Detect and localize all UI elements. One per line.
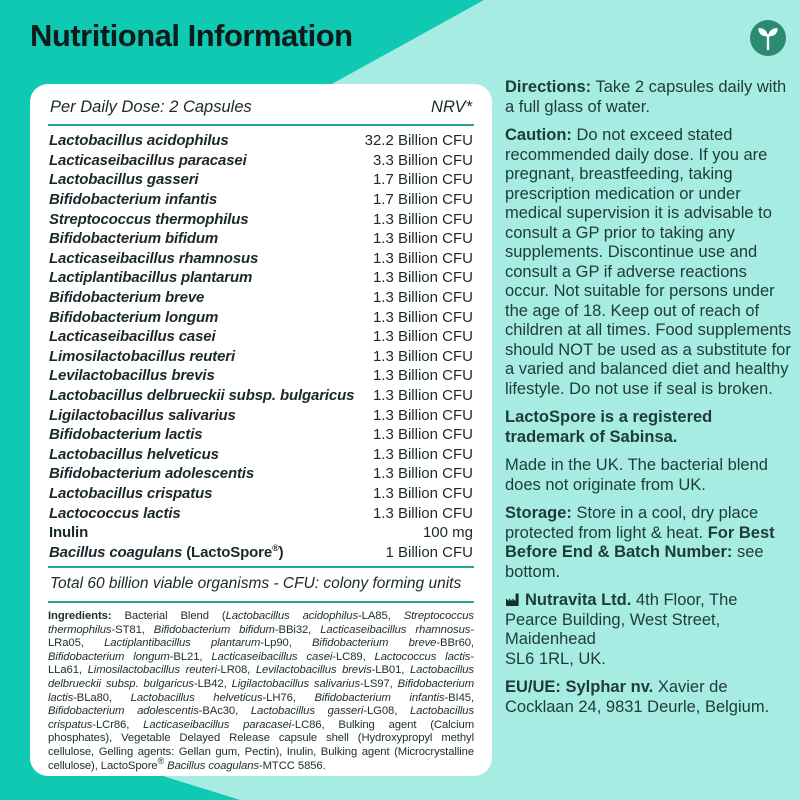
strain-name: Lacticaseibacillus casei (49, 328, 216, 346)
strain-name: Lacticaseibacillus paracasei (49, 151, 247, 169)
table-row (48, 347, 474, 367)
eu-address: EU/UE: Sylphar nv. Xavier de Cocklaan 24, 9831 Deurle, Belgium. (505, 678, 770, 716)
strain-name: Levilactobacillus brevis (49, 367, 215, 385)
strain-amount: 1.3 Billion CFU (372, 210, 473, 228)
table-row (48, 542, 474, 562)
trademark-text: LactoSpore is a registered trademark of Sabinsa. (505, 408, 713, 446)
strain-amount: 1.3 Billion CFU (372, 269, 473, 287)
table-header (48, 96, 474, 124)
strain-amount: 1.3 Billion CFU (372, 406, 473, 424)
divider (48, 601, 474, 603)
strain-name: Bifidobacterium bifidum (49, 230, 219, 248)
strain-name: Bifidobacterium adolescentis (49, 465, 255, 483)
strain-amount: 1.3 Billion CFU (372, 387, 473, 405)
leaf-icon (750, 20, 786, 56)
nrv-label: NRV* (431, 98, 472, 116)
strain-name: Lactobacillus crispatus (49, 484, 213, 502)
strain-amount: 1.7 Billion CFU (372, 171, 473, 189)
table-row (48, 523, 474, 543)
strain-amount: 1.3 Billion CFU (372, 367, 473, 385)
registered-mark: ® (157, 755, 165, 766)
table-row (48, 366, 474, 386)
table-row (48, 503, 474, 523)
origin-text: Made in the UK. The bacterial blend does not originate from UK. (505, 456, 768, 494)
strain-name: Bifidobacterium longum (49, 308, 219, 326)
total-line: Total 60 billion viable organisms - CFU: colony forming units (50, 575, 462, 593)
storage-text: Storage: Store in a cool, dry place protected from light & heat. For Best Before End & Batch Number: see bottom. (505, 504, 775, 581)
table-row (48, 190, 474, 210)
nutrition-panel (30, 84, 492, 776)
table-row (48, 170, 474, 190)
strain-amount: 1.3 Billion CFU (372, 347, 473, 365)
manufacturer-address: Nutravita Ltd. 4th Floor, The Pearce Building, West Street, Maidenhead SL6 1RL, UK. (505, 591, 738, 668)
strain-amount: 1.3 Billion CFU (372, 249, 473, 267)
registered-mark: ® (272, 542, 279, 553)
info-column (505, 78, 794, 726)
ingredient-table (48, 131, 474, 562)
strain-name: Lactobacillus delbrueckii subsp. bulgaricus (49, 387, 355, 405)
strain-name: Lacticaseibacillus rhamnosus (49, 249, 259, 267)
strain-amount: 100 mg (422, 524, 473, 542)
table-row (48, 268, 474, 288)
table-row (48, 249, 474, 269)
strain-name: Lactiplantibacillus plantarum (49, 269, 253, 287)
strain-name: Inulin (49, 524, 89, 542)
strain-amount: 1.3 Billion CFU (372, 328, 473, 346)
table-row (48, 464, 474, 484)
strain-name: Streptococcus thermophilus (49, 210, 249, 228)
table-row (48, 229, 474, 249)
strain-amount: 1.3 Billion CFU (372, 484, 473, 502)
dose-label: Per Daily Dose: 2 Capsules (50, 98, 252, 116)
table-row (48, 288, 474, 308)
strain-amount: 1.3 Billion CFU (372, 426, 473, 444)
strain-amount: 32.2 Billion CFU (364, 132, 473, 150)
strain-amount: 1.3 Billion CFU (372, 230, 473, 248)
directions-text: Directions: Take 2 capsules daily with a full glass of water. (505, 78, 787, 116)
strain-name: Limosilactobacillus reuteri (49, 347, 236, 365)
strain-amount: 1.3 Billion CFU (372, 289, 473, 307)
strain-name: Bifidobacterium infantis (49, 191, 218, 209)
table-row (48, 425, 474, 445)
table-row (48, 386, 474, 406)
table-row (48, 327, 474, 347)
strain-name: Lactobacillus helveticus (49, 445, 219, 463)
factory-icon (505, 593, 520, 606)
ingredients-paragraph: Ingredients: Bacterial Blend (Lactobacillus acidophilus-LA85, Streptococcus thermophilus-ST81, Bifidobacterium bifidum-BBi32, Lacticaseibacillus rhamnosus-LRa05, Lactiplantibacillus plantarum-Lp90, Bifidobacterium breve-BBr60, Bifidobacterium longum-BL21, Lacticaseibacillus casei-LC89, Lactococcus lactis-LLa61, Limosilactobacillus reuteri-LR08, Levilactobacillus brevis-LB01, Lactobacillus delbrueckii subsp. bulgaricus-LB42, Ligilactobacillus salivarius-LS97, Bifidobacterium lactis-BLa80, Lactobacillus helveticus-LH76, Bifidobacterium infantis-BI45, Bifidobacterium adolescentis-BAc30, Lactobacillus gasseri-LG08, Lactobacillus crispatus-LCr86, Lacticaseibacillus paracasei-LC86, Bulking agent (Calcium phosphates), Vegetable Delayed Release capsule shell (Hydroxypropyl methyl cellulose, Gelling agents: Gellan gum, Pectin), Inulin, Bulking agent (Microcrystalline cellulose), LactoSpore® Bacillus coagulans-MTCC 5856. (48, 610, 475, 772)
table-row (48, 405, 474, 425)
strain-amount: 1.3 Billion CFU (372, 465, 473, 483)
strain-name: Lactococcus lactis (49, 504, 181, 522)
page-title: Nutritional Information (30, 18, 353, 53)
divider (48, 124, 474, 126)
strain-name: Lactobacillus acidophilus (49, 132, 229, 150)
strain-name: Bacillus coagulans (LactoSpore®) (49, 542, 284, 561)
strain-amount: 1.3 Billion CFU (372, 445, 473, 463)
caution-text: Caution: Do not exceed stated recommended daily dose. If you are pregnant, breastfeeding, taking prescription medication or under medical supervision it is advisable to consult a GP prior to taking any supplements. Discontinue use and consult a GP if adverse reactions occur. Not suitable for persons under the age of 18. Keep out of reach of children at all times. Food supplements should NOT be used as a substitute for a varied and balanced diet and healthy lifestyle. Do not use if seal is broken. (505, 126, 792, 398)
strain-amount: 1.3 Billion CFU (372, 308, 473, 326)
strain-amount: 1 Billion CFU (385, 543, 473, 561)
table-row (48, 209, 474, 229)
strain-name: Bifidobacterium lactis (49, 426, 203, 444)
strain-amount: 1.3 Billion CFU (372, 504, 473, 522)
strain-name: Ligilactobacillus salivarius (49, 406, 236, 424)
strain-amount: 1.7 Billion CFU (372, 191, 473, 209)
table-row (48, 484, 474, 504)
strain-name: Lactobacillus gasseri (49, 171, 199, 189)
table-row (48, 445, 474, 465)
table-row (48, 307, 474, 327)
strain-name: Bifidobacterium breve (49, 289, 205, 307)
table-row (48, 151, 474, 171)
table-row (48, 131, 474, 151)
strain-amount: 3.3 Billion CFU (372, 151, 473, 169)
